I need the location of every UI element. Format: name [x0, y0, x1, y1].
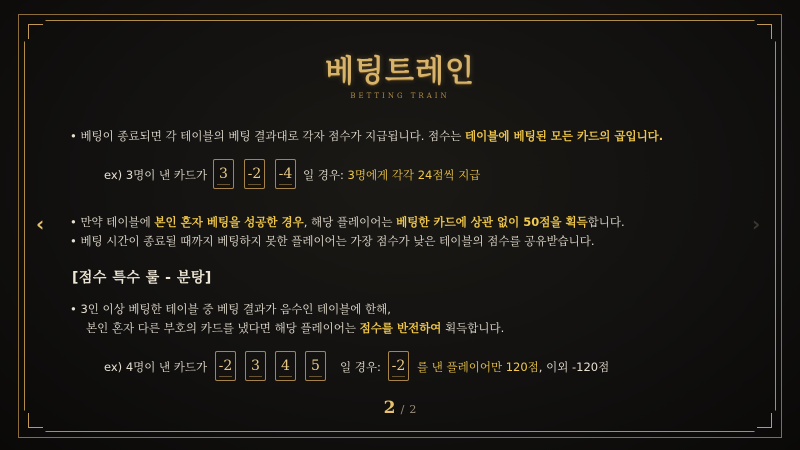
example-1-card: -2	[244, 159, 265, 189]
page-indicator	[0, 398, 800, 418]
previous-page-chevron-icon[interactable]: ‹	[36, 212, 45, 236]
rule-line-2-text-mid: , 해당 플레이어는	[303, 215, 397, 229]
example-1-condition: 일 경우:	[303, 168, 348, 182]
special-rule-line-2-text-end: 획득합니다.	[441, 321, 505, 335]
rule-line-2	[70, 214, 625, 230]
example-2-card: 3	[245, 351, 266, 381]
rule-line-3: • 베팅 시간이 종료될 때까지 베팅하지 못한 플레이어는 가장 점수가 낮은 테이블의 점수를 공유받습니다.	[70, 234, 595, 248]
special-rule-line-1: • 3인 이상 베팅한 테이블 중 베팅 결과가 음수인 테이블에 한해,	[70, 302, 391, 316]
rule-line-1	[70, 128, 663, 144]
logo-title: 베팅트레인	[325, 54, 475, 89]
example-2-result	[417, 359, 609, 375]
example-2-card: 5	[305, 351, 326, 381]
logo-subtitle: BETTING TRAIN	[350, 92, 450, 100]
example-2-outcome-highlight: 를 낸 플레이어만 120점	[417, 360, 539, 374]
example-1-outcome: 3명에게 각각 24점씩 지급	[347, 168, 481, 182]
example-1-card: -4	[275, 159, 296, 189]
game-logo	[0, 46, 800, 100]
page-separator: /	[400, 403, 405, 416]
rule-line-2-highlight-1: 본인 혼자 베팅을 성공한 경우	[154, 215, 304, 229]
current-page: 2	[383, 398, 396, 418]
rule-line-2-text-end: 합니다.	[587, 215, 625, 229]
frame-corner	[757, 24, 772, 39]
rule-line-2-text: • 만약 테이블에	[70, 215, 155, 229]
special-rule-line-2	[86, 320, 504, 336]
total-pages: 2	[409, 403, 417, 416]
example-2-condition: 일 경우:	[340, 360, 381, 374]
example-2-card: 4	[275, 351, 296, 381]
special-rule-line-2-highlight: 점수를 반전하여	[359, 321, 442, 335]
rule-line-1-highlight: 테이블에 베팅된 모든 카드의 곱입니다.	[465, 129, 664, 143]
example-1-prefix: ex) 3명이 낸 카드가	[104, 168, 208, 182]
rule-line-1-text: • 베팅이 종료되면 각 테이블의 베팅 결과대로 각자 점수가 지급됩니다. 점수는	[70, 129, 466, 143]
frame-corner	[28, 24, 43, 39]
special-rule-line-2-text: 본인 혼자 다른 부호의 카드를 냈다면 해당 플레이어는	[86, 321, 360, 335]
example-1-card: 3	[213, 159, 234, 189]
example-2-card: -2	[215, 351, 236, 381]
next-page-chevron-icon[interactable]: ›	[752, 212, 761, 236]
special-rule-title: [점수 특수 룰 - 분탕]	[72, 270, 212, 286]
example-2-prefix: ex) 4명이 낸 카드가	[104, 360, 208, 374]
example-2-outcome-rest: , 이외 -120점	[538, 360, 610, 374]
example-2-result-card: -2	[388, 351, 409, 381]
rule-line-2-highlight-2: 베팅한 카드에 상관 없이 50점을 획득	[396, 215, 588, 229]
example-1-result	[303, 167, 480, 183]
